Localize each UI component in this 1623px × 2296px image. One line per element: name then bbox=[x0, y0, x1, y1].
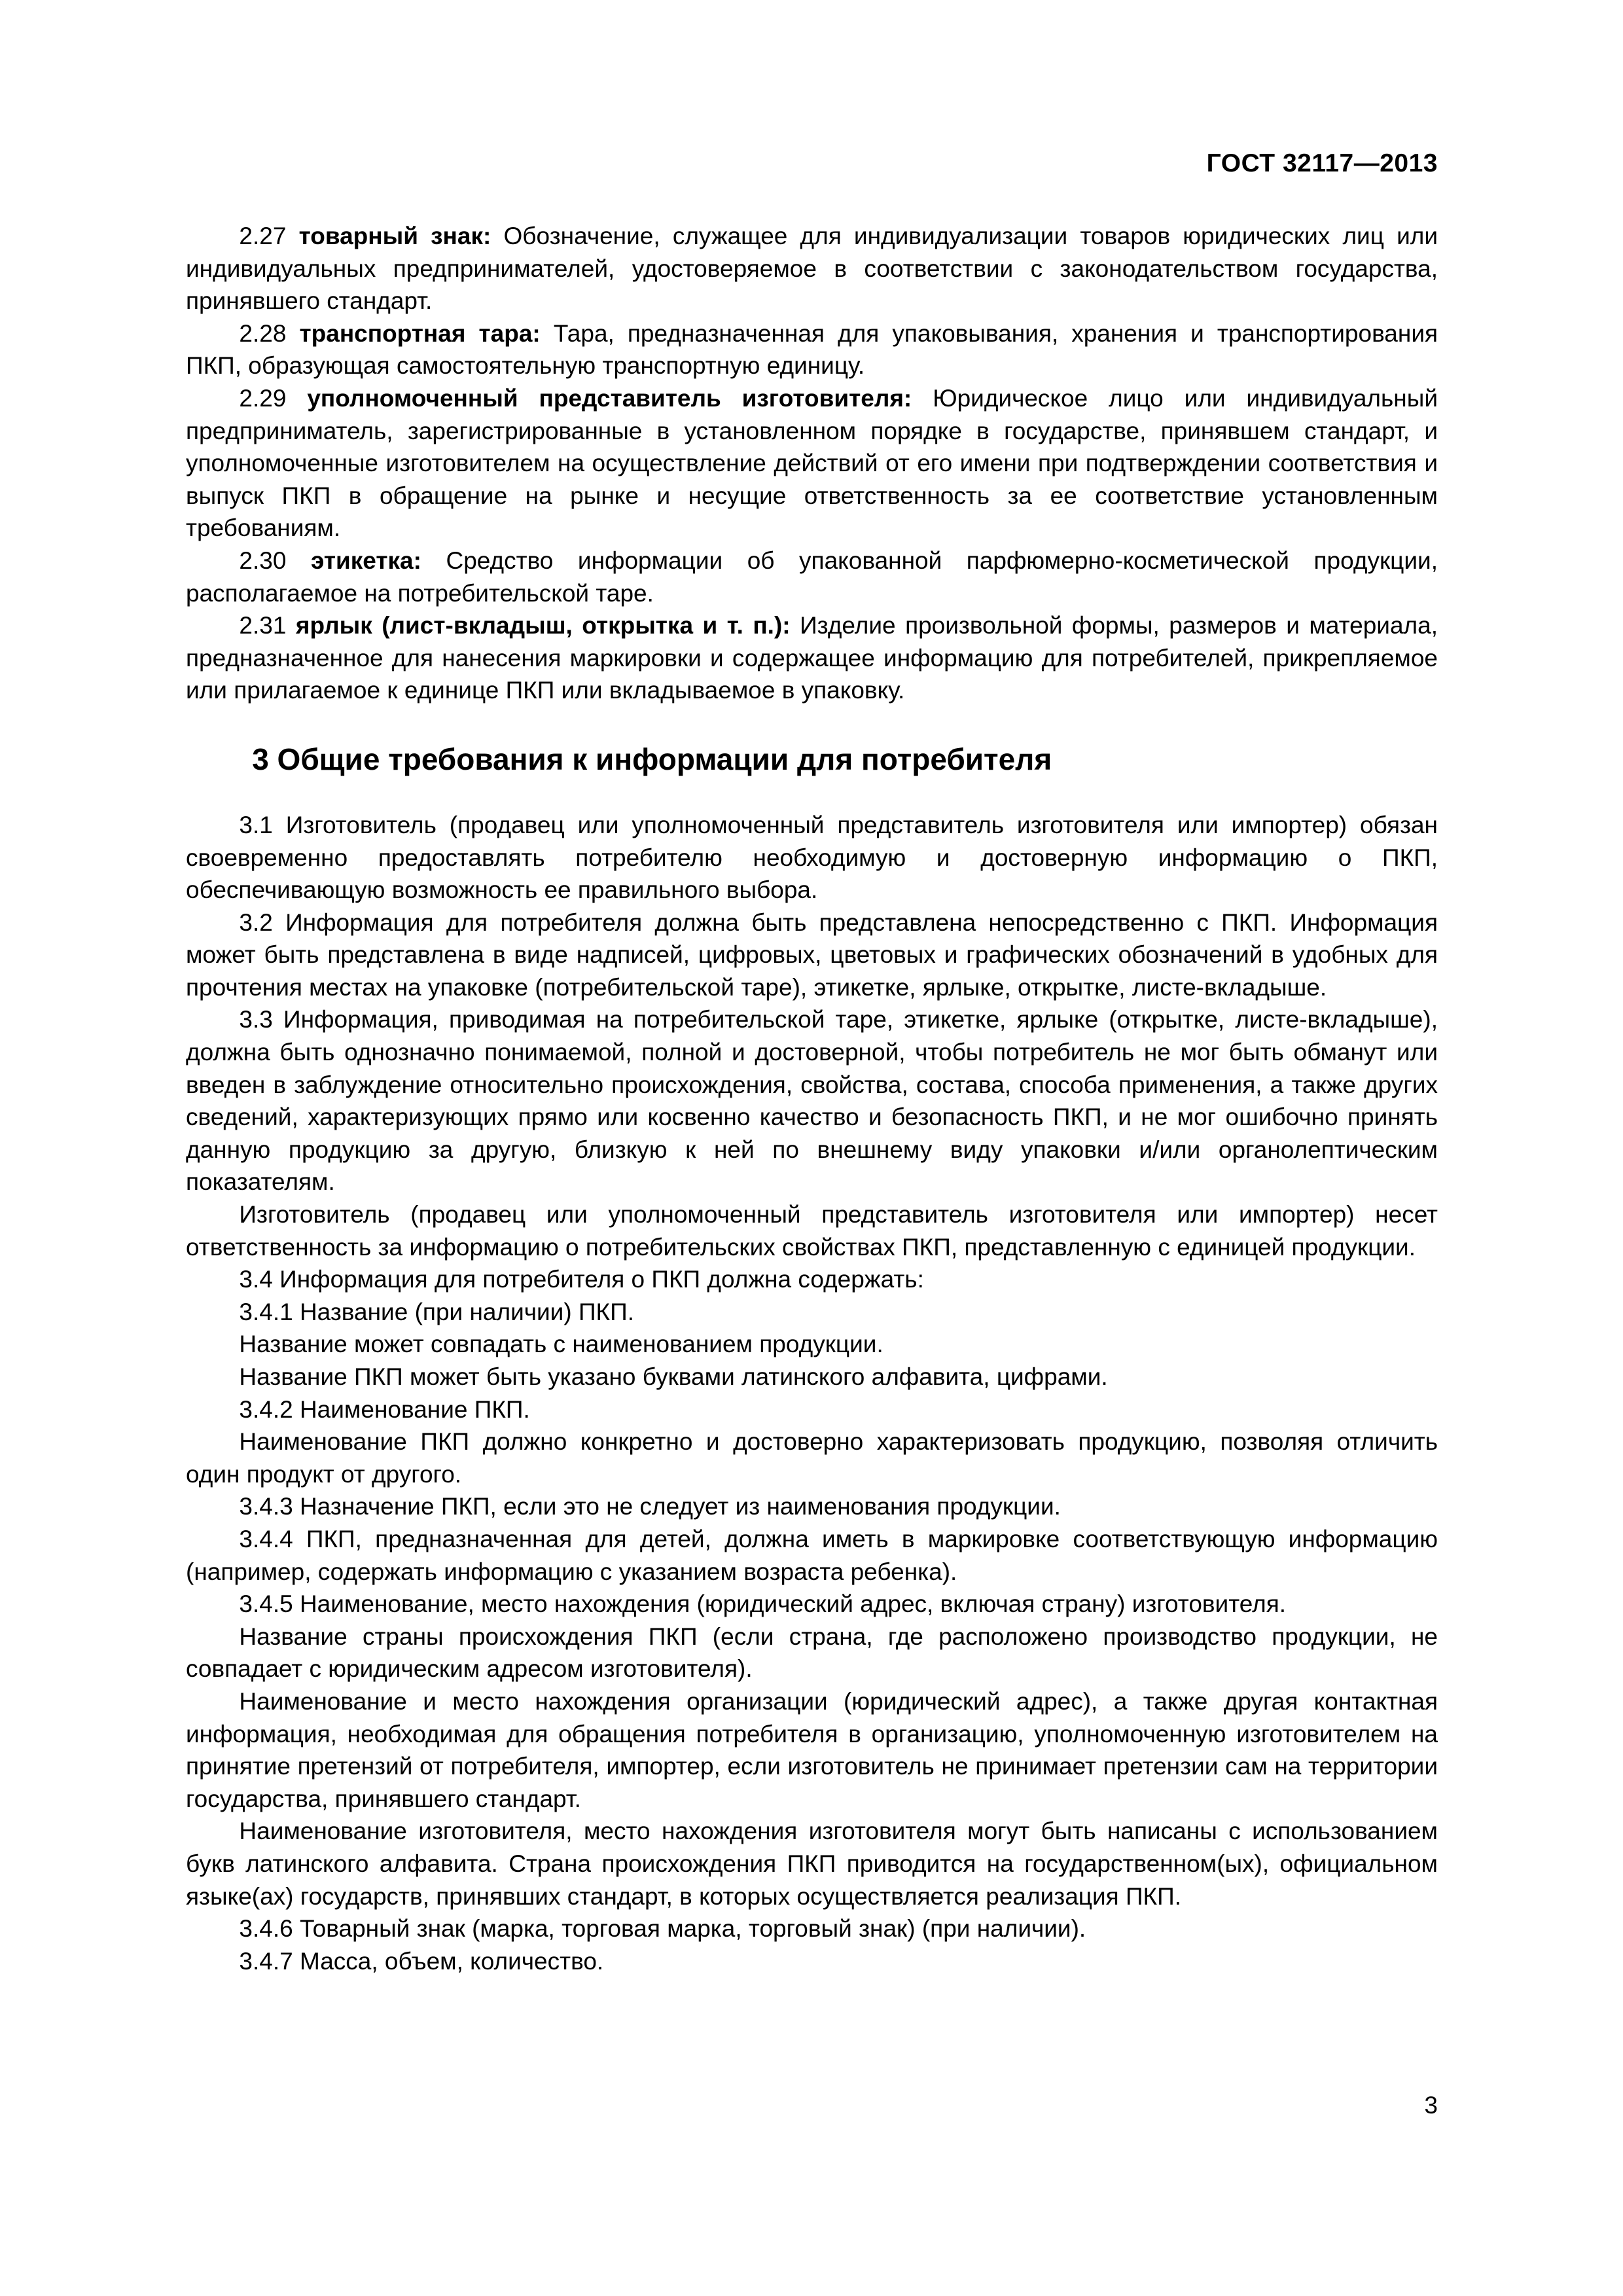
paragraph: Наименование ПКП должно конкретно и достоверно характеризовать продукцию, позволяя отличить один продукт от другого. bbox=[186, 1428, 1438, 1488]
paragraph: 3.4.6 Товарный знак (марка, торговая марка, торговый знак) (при наличии). bbox=[239, 1915, 1086, 1943]
paragraph: Название страны происхождения ПКП (если страна, где расположено производство продукции, не совпадает с юридическим адресом изготовителя). bbox=[186, 1623, 1438, 1683]
definition-2-29: 2.29 уполномоченный представитель изготовителя: Юридическое лицо или индивидуальный предприниматель, зарегистрированные в установленном порядке в государстве, принявшем стандарт, и уполномоченные изготовителем на осуществление действий от его имени при подтверждении соответствия и выпуск ПКП в обращение на рынке и несущие ответственность за ее соответствие установленным требованиям. bbox=[186, 384, 1438, 542]
paragraph: 3.4 Информация для потребителя о ПКП должна содержать: bbox=[239, 1266, 924, 1293]
term: уполномоченный представитель изготовителя: bbox=[307, 384, 912, 412]
definition-2-31: 2.31 ярлык (лист-вкладыш, открытка и т. п.): Изделие произвольной формы, размеров и материала, предназначенное для нанесения маркировки и содержащее информацию для потребителей, прикрепляемое или прилагаемое к единице ПКП или вкладываемое в упаковку. bbox=[186, 612, 1438, 704]
definition-2-30: 2.30 этикетка: Средство информации об упакованной парфюмерно-косметической продукции, располагаемое на потребительской таре. bbox=[186, 547, 1438, 607]
paragraph: 3.4.3 Назначение ПКП, если это не следует из наименования продукции. bbox=[239, 1493, 1061, 1520]
paragraph: 3.3 Информация, приводимая на потребительской таре, этикетке, ярлыке (открытке, листе-вкладыше), должна быть однозначно понимаемой, полной и достоверной, чтобы потребитель не мог быть обманут или введен в заблуждение относительно происхождения, свойства, состава, способа применения, а также других сведений, характеризующих прямо или косвенно качество и безопасность ПКП, и не мог ошибочно принять данную продукцию за другую, близкую к ней по внешнему виду упаковки и/или органолептическим показателям. bbox=[186, 1006, 1438, 1196]
definition-2-27: 2.27 товарный знак: Обозначение, служащее для индивидуализации товаров юридических лиц или индивидуальных предпринимателей, удостоверяемое в соответствии с законодательством государства, принявшего стандарт. bbox=[186, 223, 1438, 315]
paragraph: Название ПКП может быть указано буквами латинского алфавита, цифрами. bbox=[239, 1363, 1108, 1390]
page-number: 3 bbox=[1424, 2092, 1438, 2119]
document-body bbox=[186, 220, 1438, 1977]
term: ярлык (лист-вкладыш, открытка и т. п.): bbox=[295, 612, 791, 639]
term: товарный знак: bbox=[298, 223, 491, 249]
paragraph: 3.4.5 Наименование, место нахождения (юридический адрес, включая страну) изготовителя. bbox=[239, 1590, 1287, 1618]
paragraph: Название может совпадать с наименованием продукции. bbox=[239, 1331, 883, 1358]
paragraph: 3.4.7 Масса, объем, количество. bbox=[239, 1947, 604, 1975]
paragraph: 3.2 Информация для потребителя должна быть представлена непосредственно с ПКП. Информация может быть представлена в виде надписей, цифровых, цветовых и графических обозначений в удобных для прочтения местах на упаковке (потребительской таре), этикетке, ярлыке, открытке, листе-вкладыше. bbox=[186, 908, 1438, 1001]
paragraph: 3.1 Изготовитель (продавец или уполномоченный представитель изготовителя или импортер) обязан своевременно предоставлять потребителю необходимую и достоверную информацию о ПКП, обеспечивающую возможность ее правильного выбора. bbox=[186, 811, 1438, 904]
term: транспортная тара: bbox=[299, 319, 541, 347]
paragraph: 3.4.1 Название (при наличии) ПКП. bbox=[239, 1298, 634, 1325]
paragraph: Наименование изготовителя, место нахождения изготовителя могут быть написаны с использованием букв латинского алфавита. Страна происхождения ПКП приводится на государственном(ых), официальном языке(ах) государств, принявших стандарт, в которых осуществляется реализация ПКП. bbox=[186, 1818, 1438, 1910]
term: этикетка: bbox=[310, 547, 421, 574]
paragraph: Изготовитель (продавец или уполномоченный представитель изготовителя или импортер) несет ответственность за информацию о потребительских свойствах ПКП, представленную с единицей продукции. bbox=[186, 1201, 1438, 1261]
paragraph: 3.4.4 ПКП, предназначенная для детей, должна иметь в маркировке соответствующую информацию (например, содержать информацию с указанием возраста ребенка). bbox=[186, 1525, 1438, 1585]
definition-2-28: 2.28 транспортная тара: Тара, предназначенная для упаковывания, хранения и транспортирования ПКП, образующая самостоятельную транспортную единицу. bbox=[186, 319, 1438, 380]
section-heading: 3 Общие требования к информации для потребителя bbox=[252, 742, 1052, 776]
paragraph: 3.4.2 Наименование ПКП. bbox=[239, 1395, 530, 1423]
document-id: ГОСТ 32117—2013 bbox=[1206, 149, 1438, 177]
paragraph: Наименование и место нахождения организации (юридический адрес), а также другая контактная информация, необходимая для обращения потребителя в организацию, уполномоченную изготовителем на принятие претензий от потребителя, импортер, если изготовитель не принимает претензии сам на территории государства, принявшего стандарт. bbox=[186, 1687, 1438, 1812]
